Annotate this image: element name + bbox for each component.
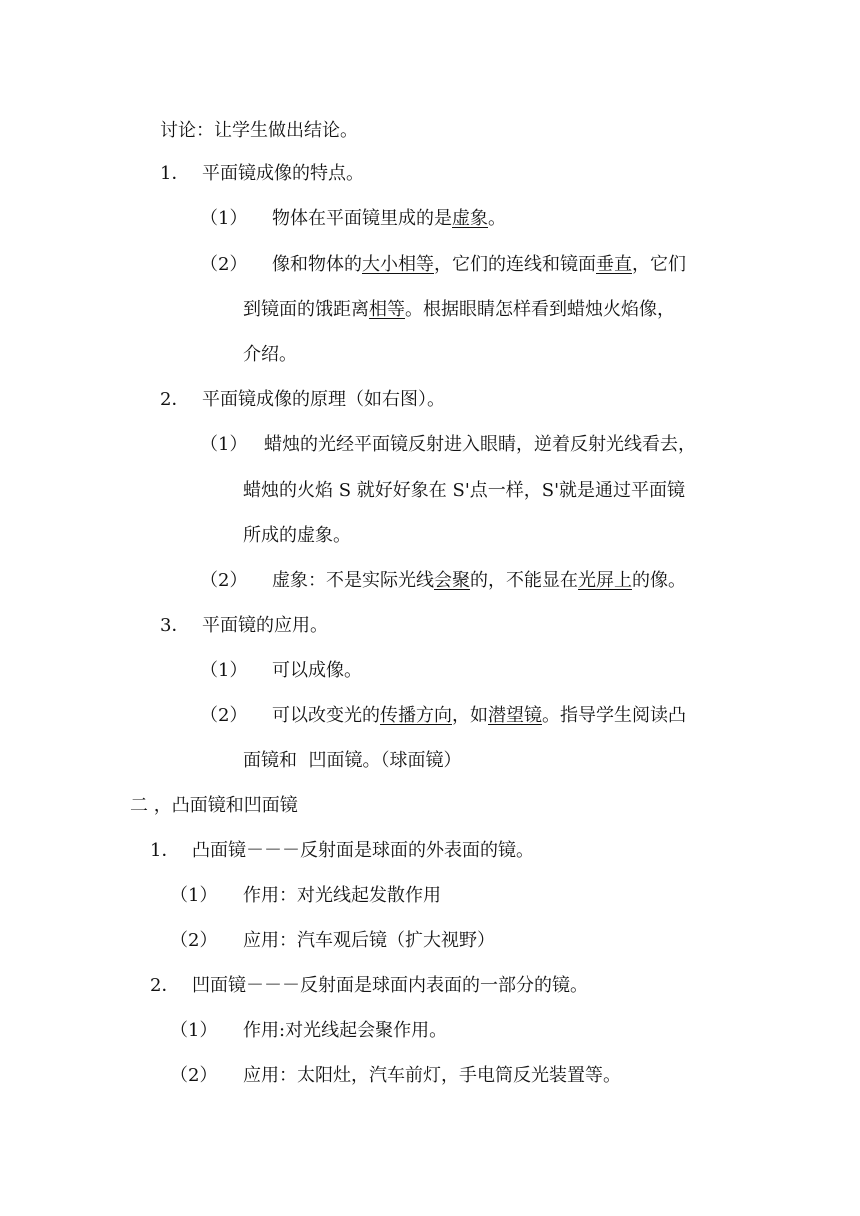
item-text: 蜡烛的光经平面镜反射进入眼睛，逆着反射光线看去， xyxy=(264,434,696,455)
item-number: 2． xyxy=(150,975,180,996)
item-number: （1） xyxy=(170,1020,218,1041)
item-text: 物体在平面镜里成的是虚象。 xyxy=(272,208,506,229)
section-heading: 二 ，凸面镜和凹面镜 xyxy=(130,795,298,816)
underlined-term: 光屏上 xyxy=(578,570,632,591)
heading-text: 凸面镜－－－反射面是球面的外表面的镜。 xyxy=(192,840,534,861)
item-number: 1． xyxy=(160,163,190,184)
item-number: （2） xyxy=(200,570,248,591)
underlined-term: 垂直 xyxy=(596,254,632,275)
item-number: （1） xyxy=(170,885,218,906)
continuation-line: 所成的虚象。 xyxy=(243,525,351,546)
heading-text: 平面镜成像的原理（如右图）。 xyxy=(202,389,445,410)
item-number: （2） xyxy=(170,1065,218,1086)
item-text: 作用：对光线起发散作用 xyxy=(243,885,441,906)
item-text: 可以改变光的传播方向，如潜望镜。指导学生阅读凸 xyxy=(272,705,686,726)
continuation-line: 蜡烛的火焰 S 就好好象在 S'点一样，S'就是通过平面镜 xyxy=(243,480,686,501)
item-number: 2． xyxy=(160,389,190,410)
item-number: （2） xyxy=(200,705,248,726)
underlined-term: 潜望镜 xyxy=(488,705,542,726)
item-text: 应用：太阳灶，汽车前灯，手电筒反光装置等。 xyxy=(243,1065,621,1086)
continuation-line: 面镜和 凹面镜。（球面镜） xyxy=(243,750,462,771)
discussion-line xyxy=(160,118,358,144)
item-number: （1） xyxy=(200,434,248,455)
item-number: 1． xyxy=(150,840,180,861)
item-number: （1） xyxy=(200,660,248,681)
item-number: （2） xyxy=(170,930,218,951)
underlined-term: 传播方向 xyxy=(380,705,452,726)
item-text: 像和物体的大小相等，它们的连线和镜面垂直，它们 xyxy=(272,254,686,275)
line-text: 讨论：让学生做出结论。 xyxy=(160,120,358,141)
item-text: 作用:对光线起会聚作用。 xyxy=(243,1020,448,1041)
item-number: （1） xyxy=(200,208,248,229)
item-text: 可以成像。 xyxy=(272,660,362,681)
item-text: 应用：汽车观后镜（扩大视野） xyxy=(243,930,495,951)
underlined-term: 虚象 xyxy=(452,208,488,229)
underlined-term: 会聚 xyxy=(434,570,470,591)
heading-text: 平面镜成像的特点。 xyxy=(202,163,364,184)
item-number: 3． xyxy=(160,615,190,636)
underlined-term: 大小相等 xyxy=(362,254,434,275)
continuation-line: 介绍。 xyxy=(243,344,297,365)
underlined-term: 相等 xyxy=(369,299,405,320)
item-number: （2） xyxy=(200,254,248,275)
heading-text: 平面镜的应用。 xyxy=(202,615,328,636)
continuation-line: 到镜面的饿距离相等。根据眼睛怎样看到蜡烛火焰像， xyxy=(243,299,675,320)
heading-text: 凹面镜－－－反射面是球面内表面的一部分的镜。 xyxy=(192,975,588,996)
item-text: 虚象：不是实际光线会聚的，不能显在光屏上的像。 xyxy=(272,570,686,591)
